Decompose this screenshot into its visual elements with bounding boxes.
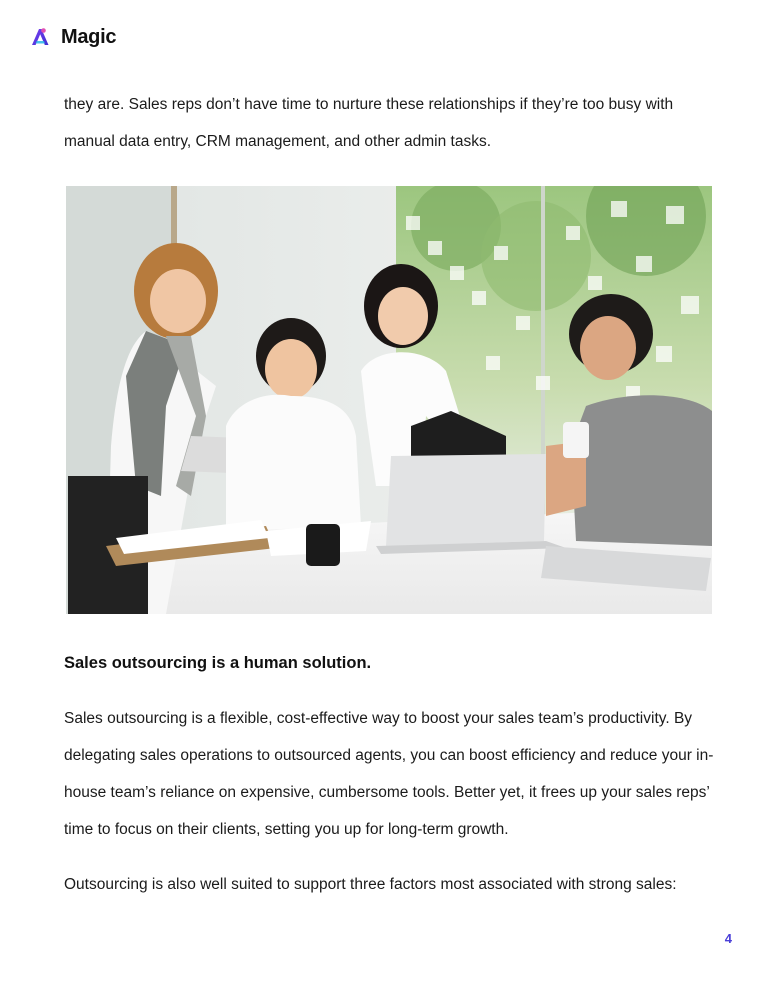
page-number: 4	[724, 931, 732, 946]
magic-logo-icon	[28, 25, 52, 49]
team-meeting-illustration	[66, 186, 712, 614]
brand-name: Magic	[61, 25, 117, 48]
intro-paragraph: they are. Sales reps don’t have time to nurture these relationships if they’re too busy with manual data entry, CRM management, and other admin tasks.	[64, 96, 674, 150]
body-paragraph-1: Sales outsourcing is a flexible, cost-effective way to boost your sales team’s productivity. By delegating sales operations to outsourced agents, you can boost efficiency and reduce your in-house team’s reliance on expensive, cumbersome tools. Better yet, it frees up your sales reps’ time to focus on their clients, setting you up for long-term growth.	[64, 710, 714, 838]
brand-logo	[28, 22, 116, 52]
team-meeting-photo	[66, 186, 712, 614]
section-heading: Sales outsourcing is a human solution.	[64, 654, 372, 672]
body-paragraph-2: Outsourcing is also well suited to support three factors most associated with strong sales:	[64, 876, 677, 893]
